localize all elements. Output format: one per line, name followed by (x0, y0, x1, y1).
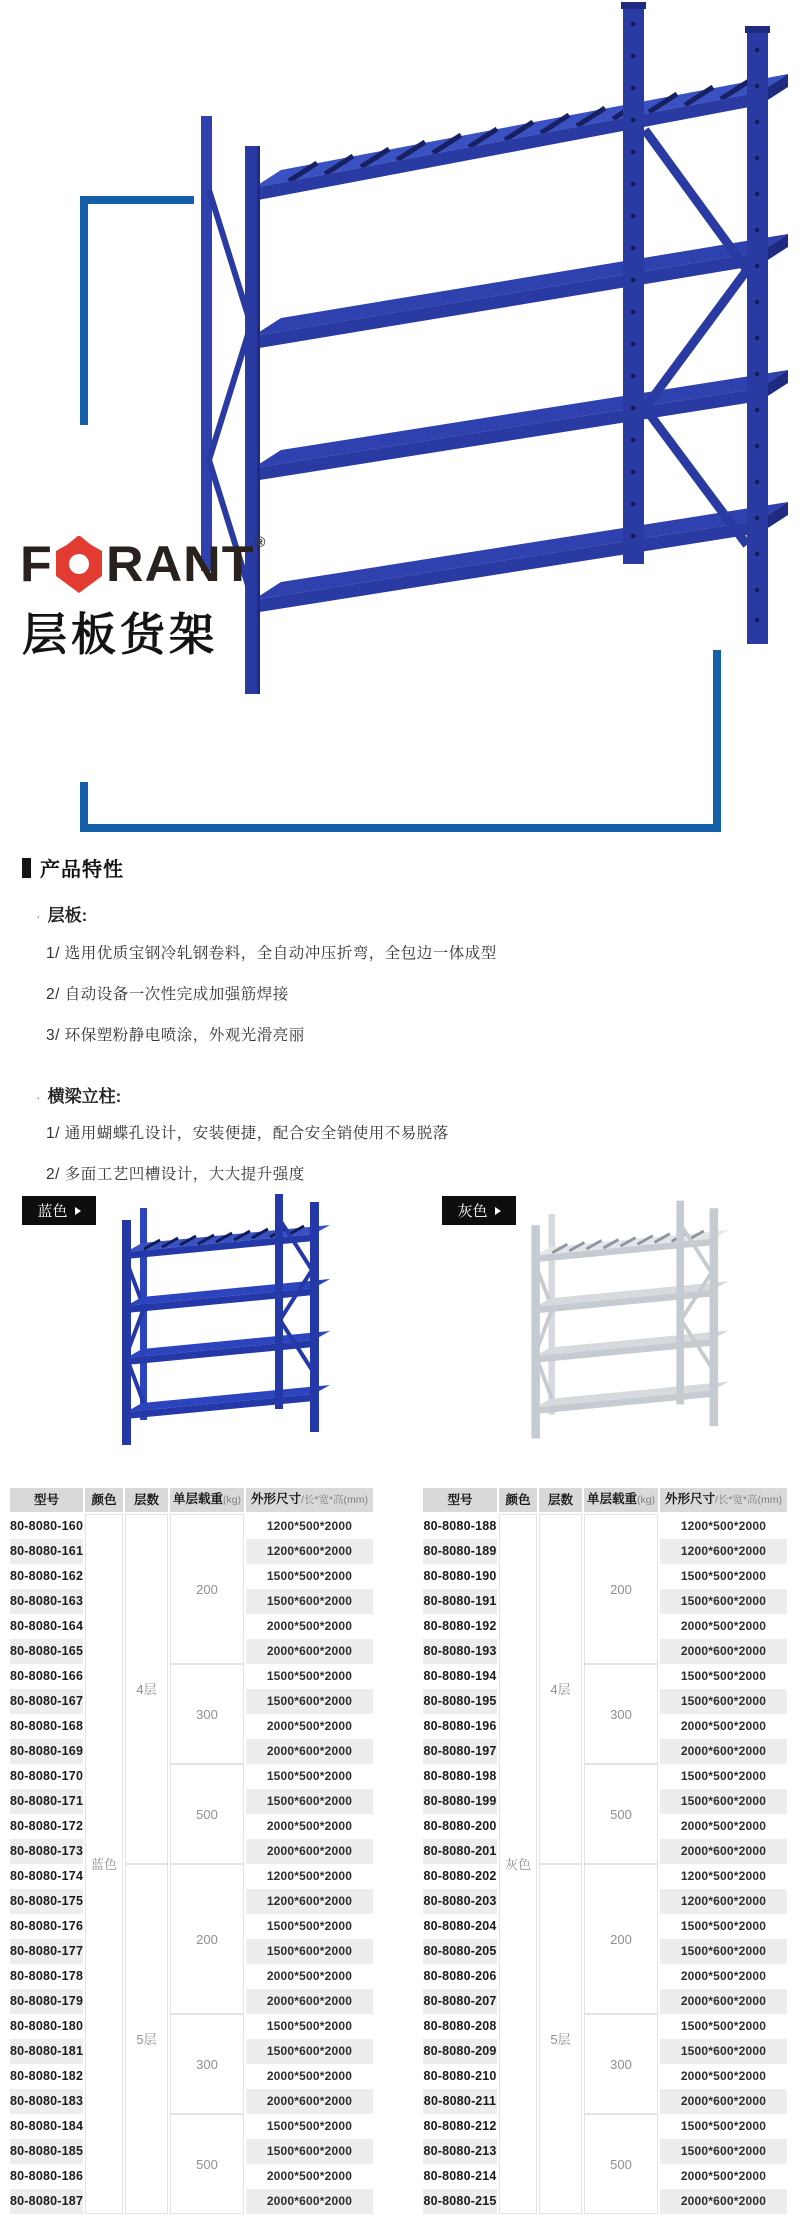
size-cell: 2000*500*2000 (246, 1964, 373, 1989)
model-cell: 80-8080-164 (10, 1614, 85, 1639)
model-cell: 80-8080-192 (423, 1614, 499, 1639)
load-cell: 500 (170, 1764, 246, 1864)
model-cell: 80-8080-171 (10, 1789, 85, 1814)
section-bullet-bar (22, 858, 31, 878)
size-cell: 2000*600*2000 (246, 1739, 373, 1764)
model-cell: 80-8080-167 (10, 1689, 85, 1714)
feature-item: 2/ 多面工艺凹槽设计，大大提升强度 (46, 1166, 305, 1183)
size-cell: 1200*600*2000 (246, 1889, 373, 1914)
model-cell: 80-8080-199 (423, 1789, 499, 1814)
table-row (10, 1664, 373, 1689)
load-cell: 500 (170, 2114, 246, 2214)
deco-line-bottom-horizontal (80, 824, 721, 832)
load-cell: 200 (170, 1864, 246, 2014)
model-cell: 80-8080-210 (423, 2064, 499, 2089)
deco-line-top-horizontal (80, 196, 194, 204)
color-cell: 蓝色 (85, 1514, 125, 2214)
feature-item: 3/ 环保塑粉静电喷涂，外观光滑亮丽 (46, 1027, 305, 1044)
features-section-title: 产品特性 (40, 859, 124, 881)
model-cell: 80-8080-177 (10, 1939, 85, 1964)
page-title: 层板货架 (22, 609, 219, 660)
model-cell: 80-8080-178 (10, 1964, 85, 1989)
load-cell: 200 (170, 1514, 246, 1664)
model-cell: 80-8080-207 (423, 1989, 499, 2014)
model-cell: 80-8080-212 (423, 2114, 499, 2139)
size-cell: 2000*500*2000 (660, 1614, 787, 1639)
size-cell: 2000*500*2000 (660, 1814, 787, 1839)
model-cell: 80-8080-191 (423, 1589, 499, 1614)
load-cell: 200 (584, 1864, 660, 2014)
product-photo-main-rack (185, 0, 790, 695)
header-color: 颜色 (85, 1488, 125, 1514)
header-layers: 层数 (539, 1488, 584, 1514)
size-cell: 2000*600*2000 (660, 1739, 787, 1764)
size-cell: 2000*600*2000 (660, 1639, 787, 1664)
size-cell: 1500*600*2000 (246, 2039, 373, 2064)
model-cell: 80-8080-211 (423, 2089, 499, 2114)
model-cell: 80-8080-172 (10, 1814, 85, 1839)
model-cell: 80-8080-173 (10, 1839, 85, 1864)
variant-badge-blue-label: 蓝色 (37, 1203, 68, 1220)
model-cell: 80-8080-206 (423, 1964, 499, 1989)
model-cell: 80-8080-189 (423, 1539, 499, 1564)
size-cell: 1500*500*2000 (660, 1914, 787, 1939)
table-row (10, 1864, 373, 1889)
layers-cell: 5层 (125, 1864, 170, 2214)
model-cell: 80-8080-163 (10, 1589, 85, 1614)
table-row (10, 1764, 373, 1789)
size-cell: 2000*600*2000 (660, 1839, 787, 1864)
model-cell: 80-8080-203 (423, 1889, 499, 1914)
load-cell: 300 (584, 2014, 660, 2114)
table-row (10, 1514, 373, 1539)
size-cell: 1200*600*2000 (246, 1539, 373, 1564)
size-cell: 1500*600*2000 (246, 1939, 373, 1964)
size-cell: 2000*500*2000 (246, 2164, 373, 2189)
size-cell: 1500*600*2000 (660, 2039, 787, 2064)
model-cell: 80-8080-209 (423, 2039, 499, 2064)
size-cell: 2000*500*2000 (246, 1714, 373, 1739)
load-cell: 500 (584, 2114, 660, 2214)
feature-group-title-shelf: · 层板: (36, 906, 88, 925)
feature-group-title-beam: · 横梁立柱: (36, 1087, 122, 1106)
size-cell: 1500*600*2000 (660, 1689, 787, 1714)
deco-line-top-vertical (80, 196, 88, 425)
size-cell: 2000*600*2000 (246, 2089, 373, 2114)
size-cell: 2000*600*2000 (660, 2189, 787, 2214)
model-cell: 80-8080-184 (10, 2114, 85, 2139)
model-cell: 80-8080-202 (423, 1864, 499, 1889)
size-cell: 2000*500*2000 (660, 2064, 787, 2089)
size-cell: 1500*500*2000 (246, 1664, 373, 1689)
size-cell: 1500*500*2000 (660, 1764, 787, 1789)
table-row (10, 2114, 373, 2139)
registered-mark: ® (254, 534, 266, 551)
load-cell: 300 (170, 1664, 246, 1764)
model-cell: 80-8080-182 (10, 2064, 85, 2089)
table-row (423, 1764, 787, 1789)
header-model: 型号 (10, 1488, 85, 1514)
header-size: 外形尺寸/长*宽*高(mm) (660, 1488, 787, 1514)
model-cell: 80-8080-194 (423, 1664, 499, 1689)
model-cell: 80-8080-161 (10, 1539, 85, 1564)
size-cell: 1200*500*2000 (246, 1514, 373, 1539)
layers-cell: 5层 (539, 1864, 584, 2214)
feature-item: 1/ 选用优质宝钢冷轧钢卷料，全自动冲压折弯，全包边一体成型 (46, 945, 497, 962)
model-cell: 80-8080-174 (10, 1864, 85, 1889)
arrow-right-icon (75, 1207, 81, 1215)
size-cell: 2000*600*2000 (660, 1989, 787, 2014)
size-cell: 1500*500*2000 (246, 1914, 373, 1939)
size-cell: 2000*600*2000 (246, 2189, 373, 2214)
variant-badge-grey-label: 灰色 (457, 1203, 488, 1220)
model-cell: 80-8080-205 (423, 1939, 499, 1964)
size-cell: 2000*500*2000 (660, 1714, 787, 1739)
load-cell: 300 (170, 2014, 246, 2114)
model-cell: 80-8080-200 (423, 1814, 499, 1839)
size-cell: 2000*500*2000 (660, 1964, 787, 1989)
model-cell: 80-8080-201 (423, 1839, 499, 1864)
size-cell: 2000*600*2000 (246, 1639, 373, 1664)
product-photo-blue-rack (110, 1190, 340, 1452)
model-cell: 80-8080-169 (10, 1739, 85, 1764)
layers-cell: 4层 (125, 1514, 170, 1864)
model-cell: 80-8080-160 (10, 1514, 85, 1539)
size-cell: 1500*500*2000 (246, 2014, 373, 2039)
size-cell: 2000*500*2000 (246, 2064, 373, 2089)
features-section-header (22, 853, 124, 882)
model-cell: 80-8080-208 (423, 2014, 499, 2039)
size-cell: 1200*500*2000 (246, 1864, 373, 1889)
model-cell: 80-8080-181 (10, 2039, 85, 2064)
logo-letters-rant: RANT (105, 536, 255, 592)
model-cell: 80-8080-183 (10, 2089, 85, 2114)
header-load: 单层载重(kg) (584, 1488, 660, 1514)
model-cell: 80-8080-170 (10, 1764, 85, 1789)
header-layers: 层数 (125, 1488, 170, 1514)
size-cell: 1500*600*2000 (246, 1689, 373, 1714)
model-cell: 80-8080-197 (423, 1739, 499, 1764)
model-cell: 80-8080-179 (10, 1989, 85, 2014)
feature-item: 1/ 通用蝴蝶孔设计，安装便捷，配合安全销使用不易脱落 (46, 1125, 449, 1142)
model-cell: 80-8080-176 (10, 1914, 85, 1939)
model-cell: 80-8080-213 (423, 2139, 499, 2164)
size-cell: 2000*500*2000 (246, 1614, 373, 1639)
load-cell: 300 (584, 1664, 660, 1764)
model-cell: 80-8080-188 (423, 1514, 499, 1539)
table-row (423, 1514, 787, 1539)
header-load: 单层载重(kg) (170, 1488, 246, 1514)
table-row (423, 2014, 787, 2039)
size-cell: 2000*500*2000 (246, 1814, 373, 1839)
model-cell: 80-8080-187 (10, 2189, 85, 2214)
variant-badge-grey[interactable] (442, 1196, 516, 1225)
size-cell: 1500*500*2000 (660, 2014, 787, 2039)
size-cell: 1200*600*2000 (660, 1889, 787, 1914)
model-cell: 80-8080-215 (423, 2189, 499, 2214)
size-cell: 1500*600*2000 (246, 1789, 373, 1814)
model-cell: 80-8080-186 (10, 2164, 85, 2189)
model-cell: 80-8080-214 (423, 2164, 499, 2189)
size-cell: 1200*500*2000 (660, 1864, 787, 1889)
size-cell: 2000*600*2000 (246, 1839, 373, 1864)
size-cell: 1500*500*2000 (660, 1664, 787, 1689)
load-cell: 500 (584, 1764, 660, 1864)
model-cell: 80-8080-193 (423, 1639, 499, 1664)
logo-letter-f: F (20, 536, 53, 592)
model-cell: 80-8080-165 (10, 1639, 85, 1664)
size-cell: 2000*500*2000 (660, 2164, 787, 2189)
size-cell: 1500*600*2000 (660, 2139, 787, 2164)
table-row (423, 1664, 787, 1689)
size-cell: 1500*600*2000 (246, 2139, 373, 2164)
spec-table-blue (10, 1488, 373, 2214)
variant-badge-blue[interactable] (22, 1196, 96, 1225)
model-cell: 80-8080-162 (10, 1564, 85, 1589)
arrow-right-icon (495, 1207, 501, 1215)
model-cell: 80-8080-195 (423, 1689, 499, 1714)
size-cell: 1500*600*2000 (660, 1589, 787, 1614)
model-cell: 80-8080-185 (10, 2139, 85, 2164)
size-cell: 1500*600*2000 (660, 1939, 787, 1964)
load-cell: 200 (584, 1514, 660, 1664)
model-cell: 80-8080-190 (423, 1564, 499, 1589)
logo-o-hex-icon (54, 536, 104, 594)
size-cell: 1500*500*2000 (246, 1764, 373, 1789)
size-cell: 1500*600*2000 (660, 1789, 787, 1814)
model-cell: 80-8080-180 (10, 2014, 85, 2039)
model-cell: 80-8080-168 (10, 1714, 85, 1739)
size-cell: 1500*500*2000 (246, 2114, 373, 2139)
model-cell: 80-8080-198 (423, 1764, 499, 1789)
size-cell: 1500*500*2000 (660, 1564, 787, 1589)
size-cell: 1500*500*2000 (246, 1564, 373, 1589)
model-cell: 80-8080-196 (423, 1714, 499, 1739)
header-size: 外形尺寸/长*宽*高(mm) (246, 1488, 373, 1514)
size-cell: 2000*600*2000 (660, 2089, 787, 2114)
size-cell: 2000*600*2000 (246, 1989, 373, 2014)
spec-table-grey (423, 1488, 787, 2214)
table-row (10, 2014, 373, 2039)
model-cell: 80-8080-166 (10, 1664, 85, 1689)
header-color: 颜色 (499, 1488, 539, 1514)
feature-item: 2/ 自动设备一次性完成加强筋焊接 (46, 986, 289, 1003)
size-cell: 1200*600*2000 (660, 1539, 787, 1564)
brand-logo (20, 536, 265, 594)
model-cell: 80-8080-204 (423, 1914, 499, 1939)
model-cell: 80-8080-175 (10, 1889, 85, 1914)
size-cell: 1500*500*2000 (660, 2114, 787, 2139)
table-row (423, 1864, 787, 1889)
color-cell: 灰色 (499, 1514, 539, 2214)
size-cell: 1500*600*2000 (246, 1589, 373, 1614)
table-row (423, 2114, 787, 2139)
layers-cell: 4层 (539, 1514, 584, 1864)
product-photo-grey-rack (520, 1190, 738, 1452)
size-cell: 1200*500*2000 (660, 1514, 787, 1539)
header-model: 型号 (423, 1488, 499, 1514)
